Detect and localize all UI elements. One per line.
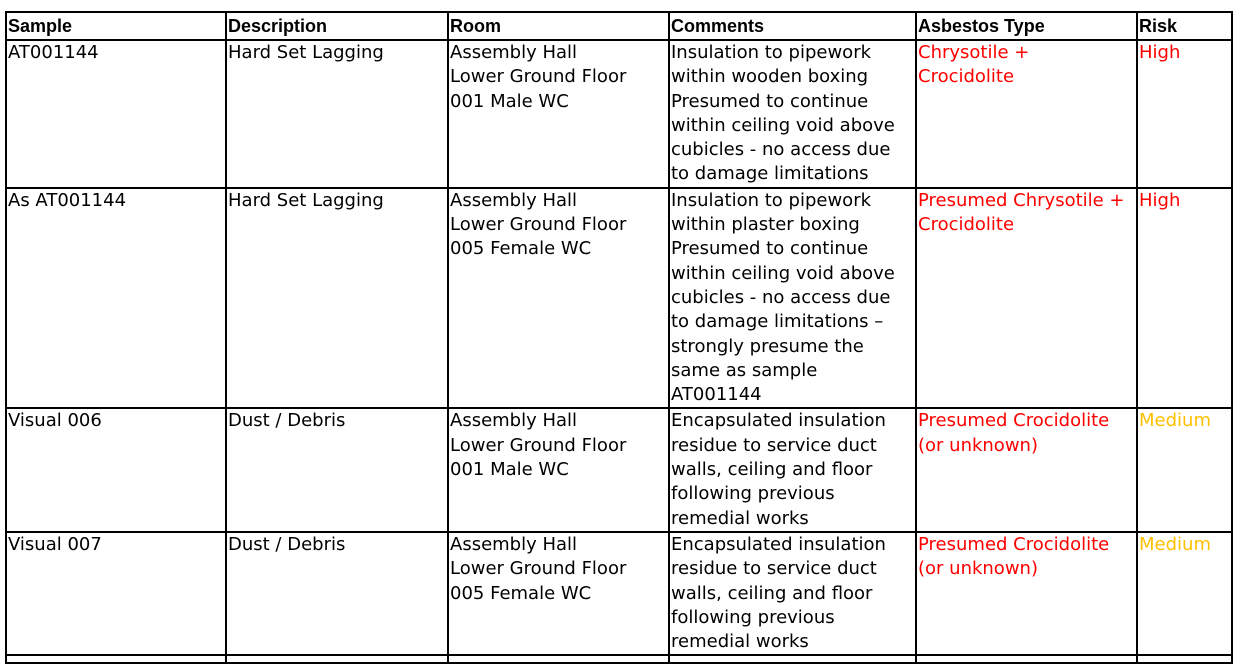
comment-line: following previous bbox=[671, 483, 835, 505]
asbestos-type-line: Crocidolite bbox=[918, 214, 1015, 236]
description-text: Hard Set Lagging bbox=[228, 189, 384, 211]
header-sample: Sample bbox=[6, 12, 226, 40]
comment-line: within ceiling void above bbox=[671, 262, 895, 284]
comment-line: walls, ceiling and floor bbox=[671, 459, 873, 481]
room-line: Lower Ground Floor bbox=[450, 434, 627, 456]
risk-level-high: High bbox=[1139, 42, 1181, 63]
comment-line: within ceiling void above bbox=[671, 114, 895, 136]
asbestos-type-line: (or unknown) bbox=[918, 434, 1038, 456]
comment-line: to damage limitations bbox=[671, 163, 869, 185]
asbestos-type-line: (or unknown) bbox=[918, 558, 1038, 580]
table-row-partial bbox=[6, 655, 1232, 663]
room-line: Lower Ground Floor bbox=[450, 66, 627, 88]
room-line: Assembly Hall bbox=[450, 533, 578, 555]
asbestos-type-line: Chrysotile + bbox=[918, 42, 1030, 63]
comment-line: cubicles - no access due bbox=[671, 139, 891, 161]
description-text: Dust / Debris bbox=[228, 533, 346, 555]
room-line: 005 Female WC bbox=[450, 582, 592, 604]
header-comments: Comments bbox=[669, 12, 916, 40]
sample-cell bbox=[6, 408, 226, 531]
sample-cell bbox=[6, 40, 226, 188]
comments-cell bbox=[669, 40, 916, 188]
sample-id: Visual 006 bbox=[8, 410, 102, 432]
header-row bbox=[6, 12, 1232, 40]
room-line: Assembly Hall bbox=[450, 410, 578, 432]
header-risk: Risk bbox=[1137, 12, 1232, 40]
table-row bbox=[6, 40, 1232, 188]
table-row bbox=[6, 532, 1232, 655]
table-row bbox=[6, 188, 1232, 409]
comment-line: same as sample bbox=[671, 359, 818, 381]
description-text: Hard Set Lagging bbox=[228, 42, 384, 63]
asbestos-type-cell bbox=[916, 408, 1137, 531]
room-line: 001 Male WC bbox=[450, 90, 569, 112]
sample-id: AT001144 bbox=[8, 42, 99, 63]
description-cell bbox=[226, 40, 448, 188]
table-row bbox=[6, 408, 1232, 531]
room-line: Lower Ground Floor bbox=[450, 214, 627, 236]
comment-line: remedial works bbox=[671, 631, 809, 653]
header-asbestos-type: Asbestos Type bbox=[916, 12, 1137, 40]
room-line: 001 Male WC bbox=[450, 459, 569, 481]
comments-cell bbox=[669, 408, 916, 531]
asbestos-type-cell bbox=[916, 188, 1137, 409]
comment-line: Presumed to continue bbox=[671, 238, 869, 260]
comment-line: Insulation to pipework bbox=[671, 42, 872, 63]
risk-cell bbox=[1137, 532, 1232, 655]
room-cell bbox=[448, 40, 669, 188]
asbestos-type-line: Crocidolite bbox=[918, 66, 1015, 88]
comment-line: remedial works bbox=[671, 507, 809, 529]
room-cell bbox=[448, 532, 669, 655]
room-cell bbox=[448, 188, 669, 409]
asbestos-type-cell bbox=[916, 40, 1137, 188]
comment-line: cubicles - no access due bbox=[671, 286, 891, 308]
sample-id: As AT001144 bbox=[8, 189, 127, 211]
comment-line: strongly presume the bbox=[671, 335, 864, 357]
asbestos-type-line: Presumed Crocidolite bbox=[918, 533, 1110, 555]
risk-cell bbox=[1137, 40, 1232, 188]
sample-cell bbox=[6, 188, 226, 409]
comment-line: walls, ceiling and floor bbox=[671, 582, 873, 604]
header-description: Description bbox=[226, 12, 448, 40]
risk-level-medium: Medium bbox=[1139, 533, 1211, 555]
description-cell bbox=[226, 532, 448, 655]
comment-line: following previous bbox=[671, 606, 835, 628]
risk-level-medium: Medium bbox=[1139, 410, 1211, 432]
risk-level-high: High bbox=[1139, 189, 1181, 211]
comments-cell bbox=[669, 532, 916, 655]
comment-line: residue to service duct bbox=[671, 558, 877, 580]
comment-line: Presumed to continue bbox=[671, 90, 869, 112]
risk-cell bbox=[1137, 188, 1232, 409]
comment-line: Encapsulated insulation bbox=[671, 533, 886, 555]
asbestos-type-cell bbox=[916, 532, 1137, 655]
asbestos-register-table bbox=[5, 11, 1233, 664]
asbestos-type-line: Presumed Crocidolite bbox=[918, 410, 1110, 432]
room-cell bbox=[448, 408, 669, 531]
description-cell bbox=[226, 408, 448, 531]
header-room: Room bbox=[448, 12, 669, 40]
comment-line: to damage limitations – bbox=[671, 311, 884, 333]
comment-line: within wooden boxing bbox=[671, 66, 869, 88]
room-line: Assembly Hall bbox=[450, 189, 578, 211]
comment-line: within plaster boxing bbox=[671, 214, 860, 236]
asbestos-type-line: Presumed Chrysotile + bbox=[918, 189, 1125, 211]
comments-cell bbox=[669, 188, 916, 409]
room-line: Lower Ground Floor bbox=[450, 558, 627, 580]
comment-line: residue to service duct bbox=[671, 434, 877, 456]
comment-line: Insulation to pipework bbox=[671, 189, 872, 211]
risk-cell bbox=[1137, 408, 1232, 531]
room-line: Assembly Hall bbox=[450, 42, 578, 63]
comment-line: AT001144 bbox=[671, 384, 762, 406]
room-line: 005 Female WC bbox=[450, 238, 592, 260]
comment-line: Encapsulated insulation bbox=[671, 410, 886, 432]
description-cell bbox=[226, 188, 448, 409]
description-text: Dust / Debris bbox=[228, 410, 346, 432]
sample-cell bbox=[6, 532, 226, 655]
sample-id: Visual 007 bbox=[8, 533, 102, 555]
